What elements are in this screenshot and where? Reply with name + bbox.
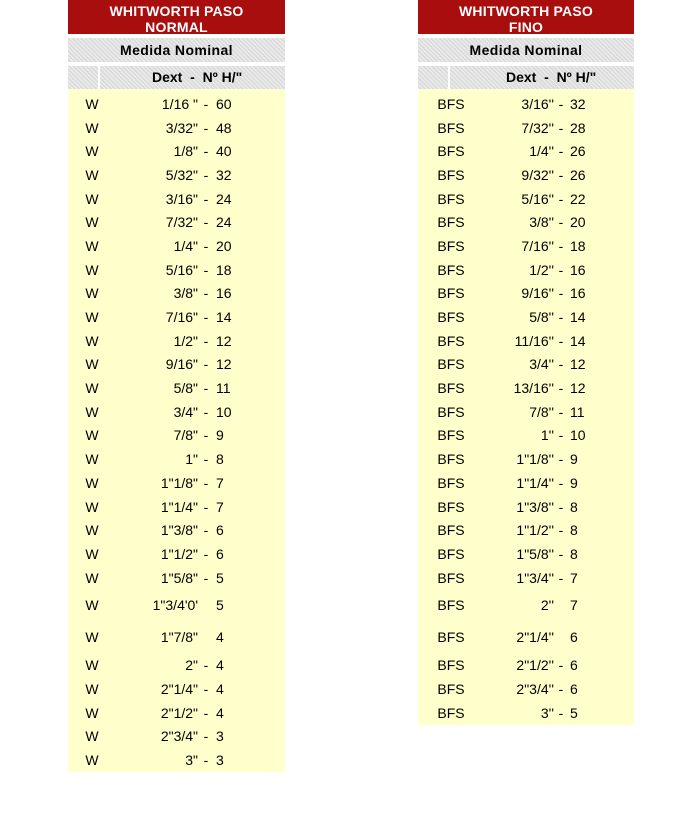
table-row	[418, 305, 634, 329]
separator-cell: -	[558, 356, 564, 373]
column-header-row	[68, 66, 285, 89]
table-row	[418, 353, 634, 377]
dext-cell: 1"7/8"	[160, 629, 198, 646]
dext-cell: 2"3/4''	[516, 680, 554, 697]
separator-cell: -	[558, 119, 564, 136]
separator-cell: -	[203, 451, 209, 468]
code-cell: BFS	[437, 95, 465, 112]
threads-cell: 12	[216, 332, 232, 349]
table-row	[418, 139, 634, 163]
threads-cell: 7	[216, 498, 224, 515]
code-cell: W	[85, 629, 99, 646]
table-row	[418, 447, 634, 471]
code-cell: W	[85, 261, 99, 278]
threads-cell: 11	[570, 403, 585, 420]
table-row	[418, 589, 634, 621]
separator-cell: -	[558, 309, 564, 326]
dext-cell: 5/8''	[529, 309, 554, 326]
threads-cell: 14	[570, 332, 586, 349]
code-cell: W	[85, 356, 99, 373]
separator-cell: -	[558, 569, 564, 586]
code-cell: W	[85, 522, 99, 539]
code-cell: BFS	[437, 214, 465, 231]
table-row	[68, 139, 285, 163]
code-cell: BFS	[437, 427, 465, 444]
code-cell: W	[85, 569, 99, 586]
code-cell: W	[85, 332, 99, 349]
threads-cell: 8	[570, 522, 578, 539]
separator-cell: -	[203, 474, 209, 491]
table-row	[418, 210, 634, 234]
code-cell: W	[85, 474, 99, 491]
table-row	[68, 116, 285, 140]
table-row	[68, 701, 285, 725]
separator-cell: -	[558, 427, 564, 444]
code-cell: W	[85, 451, 99, 468]
column-header-label: Dext - Nº H/"	[450, 66, 634, 89]
dext-cell: 1"	[185, 451, 198, 468]
dext-cell: 7/32"	[165, 214, 198, 231]
separator-cell: -	[558, 190, 564, 207]
threads-cell: 9	[570, 474, 578, 491]
code-cell: W	[85, 380, 99, 397]
table-row	[68, 258, 285, 282]
separator-cell: -	[558, 545, 564, 562]
table-row	[68, 589, 285, 621]
code-cell: BFS	[437, 498, 465, 515]
table-title-line: FINO	[508, 19, 544, 35]
threads-cell: 11	[216, 380, 231, 397]
dext-cell: 7/32''	[521, 119, 554, 136]
separator-cell: -	[558, 380, 564, 397]
dext-cell: 2"1/2''	[516, 657, 554, 674]
separator-cell: -	[203, 332, 209, 349]
separator-cell: -	[203, 285, 209, 302]
threads-cell: 32	[216, 166, 232, 183]
threads-cell: 9	[216, 427, 224, 444]
separator-cell: -	[558, 451, 564, 468]
table-row	[418, 495, 634, 519]
separator-cell: -	[558, 522, 564, 539]
dext-cell: 9/32''	[521, 166, 554, 183]
dext-cell: 1"1/4''	[516, 474, 554, 491]
table-row	[68, 447, 285, 471]
dext-cell: 1/2''	[529, 261, 554, 278]
table-row	[418, 187, 634, 211]
code-cell: W	[85, 95, 99, 112]
separator-cell: -	[203, 143, 209, 160]
code-cell: BFS	[437, 569, 465, 586]
code-cell: W	[85, 498, 99, 515]
dext-cell: 3''	[540, 704, 554, 721]
table-row	[418, 234, 634, 258]
code-cell: BFS	[437, 285, 465, 302]
table-body	[68, 89, 285, 772]
code-cell: BFS	[437, 680, 465, 697]
dext-cell: 1/4''	[529, 143, 554, 160]
code-cell: BFS	[437, 261, 465, 278]
threads-cell: 7	[570, 597, 578, 614]
threads-cell: 10	[216, 403, 232, 420]
separator-cell: -	[203, 522, 209, 539]
table-row	[68, 400, 285, 424]
threads-cell: 24	[216, 190, 232, 207]
threads-cell: 5	[570, 704, 578, 721]
separator-cell: -	[203, 190, 209, 207]
separator-cell: -	[558, 166, 564, 183]
dext-cell: 3/8''	[529, 214, 554, 231]
threads-cell: 6	[570, 629, 578, 646]
threads-cell: 12	[216, 356, 232, 373]
column-header-row	[418, 66, 634, 89]
separator-cell: -	[203, 166, 209, 183]
table-row	[418, 329, 634, 353]
dext-cell: 3/4''	[529, 356, 554, 373]
table-row	[68, 677, 285, 701]
separator-cell: -	[203, 403, 209, 420]
separator-cell: -	[203, 545, 209, 562]
code-cell: W	[85, 285, 99, 302]
separator-cell: -	[203, 261, 209, 278]
dext-cell: 5/16"	[165, 261, 198, 278]
code-cell: BFS	[437, 332, 465, 349]
dext-cell: 3/4"	[173, 403, 198, 420]
dext-cell: 1"1/2"	[160, 545, 198, 562]
separator-cell: -	[558, 214, 564, 231]
dext-cell: 1"5/8"	[160, 569, 198, 586]
threads-cell: 18	[216, 261, 232, 278]
table-row	[68, 282, 285, 306]
code-cell: W	[85, 657, 99, 674]
threads-cell: 26	[570, 166, 586, 183]
table-row	[68, 495, 285, 519]
table-row	[68, 542, 285, 566]
dext-cell: 7/16''	[521, 237, 554, 254]
code-cell: BFS	[437, 380, 465, 397]
table-row	[418, 376, 634, 400]
dext-cell: 5/16''	[521, 190, 554, 207]
threads-cell: 48	[216, 119, 232, 136]
separator-cell: -	[558, 95, 564, 112]
dext-cell: 1/8"	[173, 143, 198, 160]
code-cell: BFS	[437, 474, 465, 491]
threads-cell: 20	[216, 237, 232, 254]
threads-cell: 16	[570, 285, 586, 302]
code-cell: W	[85, 545, 99, 562]
separator-cell: -	[203, 237, 209, 254]
table-row	[68, 748, 285, 772]
table-row	[68, 653, 285, 677]
table-row	[418, 701, 634, 725]
separator-cell: -	[203, 119, 209, 136]
threads-cell: 12	[570, 356, 586, 373]
dext-cell: 1"5/8''	[516, 545, 554, 562]
dext-cell: 3/16"	[165, 190, 198, 207]
separator-cell: -	[203, 309, 209, 326]
separator-cell: -	[558, 498, 564, 515]
separator-cell: -	[558, 657, 564, 674]
table-row	[68, 187, 285, 211]
threads-cell: 40	[216, 143, 232, 160]
dext-cell: 1/16 "	[161, 95, 198, 112]
separator-cell: -	[203, 752, 209, 769]
table-whitworth-normal	[68, 0, 285, 772]
separator-cell: -	[203, 356, 209, 373]
dext-cell: 3/16''	[521, 95, 554, 112]
table-title-line: WHITWORTH PASO	[109, 3, 244, 19]
separator-cell: -	[203, 380, 209, 397]
separator-cell: -	[558, 237, 564, 254]
code-cell: BFS	[437, 657, 465, 674]
code-cell: W	[85, 728, 99, 745]
separator-cell: -	[203, 728, 209, 745]
table-row	[68, 210, 285, 234]
table-row	[418, 677, 634, 701]
code-cell: W	[85, 427, 99, 444]
column-header-blank	[68, 66, 98, 89]
table-subheader: Medida Nominal	[418, 38, 634, 62]
table-row	[68, 234, 285, 258]
table-row	[68, 163, 285, 187]
table-row	[68, 471, 285, 495]
dext-cell: 1"1/8''	[516, 451, 554, 468]
threads-cell: 24	[216, 214, 232, 231]
code-cell: BFS	[437, 629, 465, 646]
code-cell: W	[85, 752, 99, 769]
code-cell: BFS	[437, 309, 465, 326]
table-row	[418, 163, 634, 187]
dext-cell: 2''	[540, 597, 554, 614]
dext-cell: 1"1/2''	[516, 522, 554, 539]
dext-cell: 1''	[540, 427, 554, 444]
dext-cell: 5/8"	[173, 380, 198, 397]
code-cell: W	[85, 597, 99, 614]
code-cell: W	[85, 143, 99, 160]
table-row	[68, 376, 285, 400]
dext-cell: 3/32"	[165, 119, 198, 136]
threads-cell: 4	[216, 680, 224, 697]
code-cell: BFS	[437, 451, 465, 468]
code-cell: W	[85, 166, 99, 183]
threads-cell: 6	[216, 522, 224, 539]
dext-cell: 2"1/4"	[160, 680, 198, 697]
separator-cell: -	[203, 569, 209, 586]
code-cell: BFS	[437, 166, 465, 183]
threads-cell: 32	[570, 95, 586, 112]
code-cell: BFS	[437, 704, 465, 721]
threads-cell: 16	[216, 285, 232, 302]
dext-cell: 1"3/8"	[160, 522, 198, 539]
dext-cell: 7/8''	[529, 403, 554, 420]
column-header-blank	[418, 66, 448, 89]
code-cell: BFS	[437, 356, 465, 373]
separator-cell: -	[203, 427, 209, 444]
separator-cell: -	[203, 680, 209, 697]
code-cell: BFS	[437, 143, 465, 160]
code-cell: W	[85, 190, 99, 207]
table-row	[418, 471, 634, 495]
table-row	[418, 116, 634, 140]
code-cell: W	[85, 237, 99, 254]
threads-cell: 60	[216, 95, 232, 112]
table-whitworth-fino	[418, 0, 634, 725]
table-row	[68, 518, 285, 542]
dext-cell: 9/16"	[165, 356, 198, 373]
threads-cell: 10	[570, 427, 586, 444]
threads-cell: 8	[570, 498, 578, 515]
table-row	[418, 518, 634, 542]
table-title-line: WHITWORTH PASO	[459, 3, 593, 19]
threads-cell: 3	[216, 752, 224, 769]
code-cell: W	[85, 403, 99, 420]
dext-cell: 5/32"	[165, 166, 198, 183]
table-row	[68, 92, 285, 116]
dext-cell: 9/16''	[521, 285, 554, 302]
dext-cell: 2"	[185, 657, 198, 674]
code-cell: BFS	[437, 403, 465, 420]
threads-cell: 8	[570, 545, 578, 562]
table-row	[68, 424, 285, 448]
dext-cell: 1/4"	[173, 237, 198, 254]
dext-cell: 1"1/8"	[160, 474, 198, 491]
dext-cell: 2"1/4''	[516, 629, 554, 646]
table-row	[418, 282, 634, 306]
threads-cell: 6	[216, 545, 224, 562]
code-cell: W	[85, 214, 99, 231]
code-cell: W	[85, 119, 99, 136]
separator-cell: -	[558, 403, 564, 420]
threads-cell: 14	[216, 309, 232, 326]
dext-cell: 1"1/4"	[160, 498, 198, 515]
table-row	[418, 258, 634, 282]
dext-cell: 13/16''	[513, 380, 554, 397]
threads-cell: 9	[570, 451, 578, 468]
threads-cell: 22	[570, 190, 586, 207]
threads-cell: 4	[216, 629, 224, 646]
dext-cell: 7/16"	[165, 309, 198, 326]
table-row	[68, 305, 285, 329]
separator-cell: -	[558, 285, 564, 302]
table-row	[418, 92, 634, 116]
separator-cell: -	[558, 143, 564, 160]
code-cell: BFS	[437, 190, 465, 207]
threads-cell: 4	[216, 657, 224, 674]
threads-cell: 7	[216, 474, 224, 491]
table-row	[68, 621, 285, 653]
table-row	[418, 424, 634, 448]
code-cell: W	[85, 309, 99, 326]
threads-cell: 26	[570, 143, 586, 160]
separator-cell: -	[558, 704, 564, 721]
table-title	[418, 0, 634, 34]
threads-cell: 3	[216, 728, 224, 745]
threads-cell: 4	[216, 704, 224, 721]
threads-cell: 20	[570, 214, 586, 231]
separator-cell: -	[558, 474, 564, 491]
threads-cell: 5	[216, 597, 224, 614]
table-row	[418, 566, 634, 590]
threads-cell: 6	[570, 657, 578, 674]
threads-cell: 28	[570, 119, 586, 136]
threads-cell: 16	[570, 261, 586, 278]
table-row	[68, 566, 285, 590]
dext-cell: 1"3/4'0'	[152, 597, 198, 614]
separator-cell: -	[558, 332, 564, 349]
code-cell: BFS	[437, 119, 465, 136]
dext-cell: 3"	[185, 752, 198, 769]
threads-cell: 5	[216, 569, 224, 586]
separator-cell: -	[203, 657, 209, 674]
threads-cell: 14	[570, 309, 586, 326]
dext-cell: 1"3/8''	[516, 498, 554, 515]
column-header-label: Dext - Nº H/"	[100, 66, 285, 89]
code-cell: W	[85, 680, 99, 697]
dext-cell: 1/2"	[173, 332, 198, 349]
dext-cell: 2"1/2"	[160, 704, 198, 721]
table-title	[68, 0, 285, 34]
table-title-line: NORMAL	[145, 19, 208, 35]
threads-cell: 8	[216, 451, 224, 468]
table-row	[68, 329, 285, 353]
separator-cell: -	[203, 95, 209, 112]
threads-cell: 12	[570, 380, 586, 397]
table-row	[418, 542, 634, 566]
dext-cell: 2"3/4"	[160, 728, 198, 745]
code-cell: BFS	[437, 597, 465, 614]
separator-cell: -	[558, 261, 564, 278]
dext-cell: 1"3/4''	[516, 569, 554, 586]
dext-cell: 11/16''	[514, 332, 554, 349]
code-cell: BFS	[437, 237, 465, 254]
table-subheader: Medida Nominal	[68, 38, 285, 62]
code-cell: BFS	[437, 545, 465, 562]
separator-cell: -	[558, 680, 564, 697]
code-cell: W	[85, 704, 99, 721]
threads-cell: 7	[570, 569, 578, 586]
table-row	[68, 353, 285, 377]
dext-cell: 7/8"	[173, 427, 198, 444]
dext-cell: 3/8"	[173, 285, 198, 302]
threads-cell: 18	[570, 237, 586, 254]
table-row	[418, 400, 634, 424]
separator-cell: -	[203, 498, 209, 515]
code-cell: BFS	[437, 522, 465, 539]
table-body	[418, 89, 634, 725]
table-row	[418, 653, 634, 677]
table-row	[68, 725, 285, 749]
separator-cell: -	[203, 214, 209, 231]
threads-cell: 6	[570, 680, 578, 697]
table-row	[418, 621, 634, 653]
separator-cell: -	[203, 704, 209, 721]
